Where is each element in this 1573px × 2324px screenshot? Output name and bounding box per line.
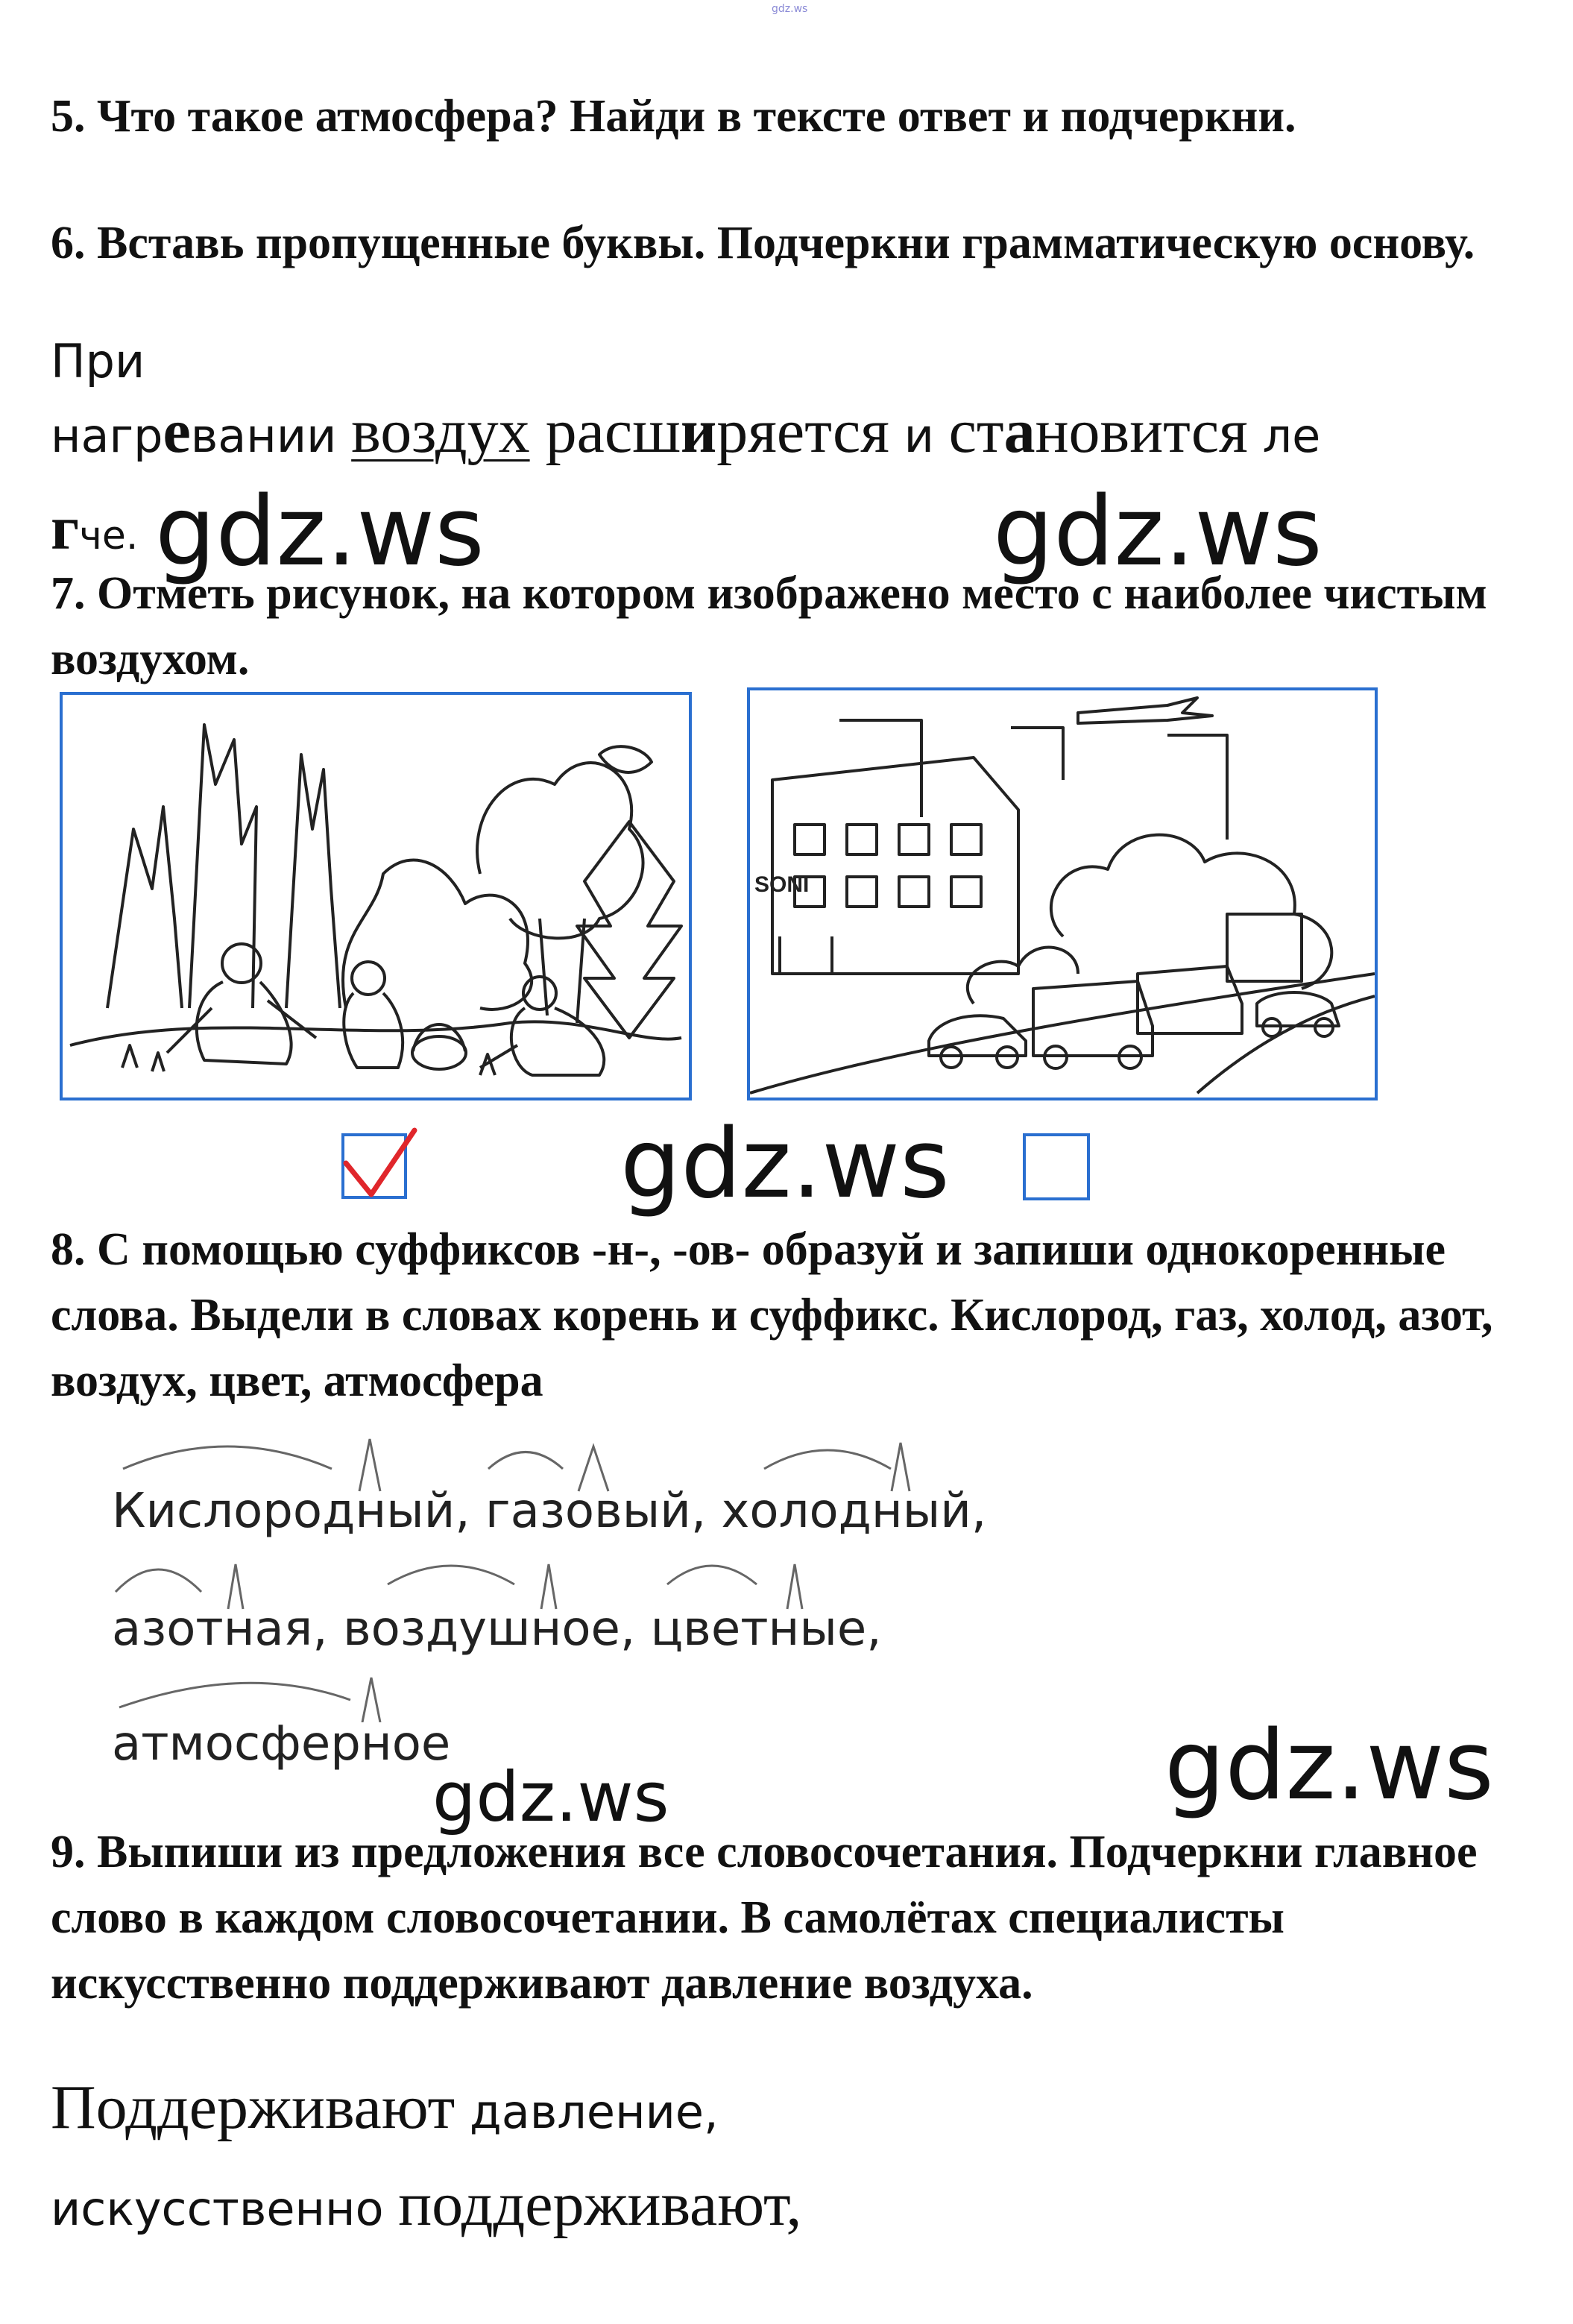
- checkmark-icon: [341, 1126, 416, 1200]
- city-illustration: [750, 690, 1375, 1098]
- subject-word: воздух: [351, 397, 530, 466]
- checkbox-city[interactable]: [1023, 1133, 1090, 1200]
- answer-6-line1: При: [51, 334, 145, 388]
- question-9: 9. Выпиши из предложения все словосочетания. Подчеркни главное слово в каждом словосочетании. В самолётах специалисты искусственно поддерживают давление воздуха.: [51, 1827, 1478, 2009]
- shop-sign: SONI: [754, 872, 810, 897]
- city-picture[interactable]: [747, 687, 1378, 1100]
- answer-8-line2: азотная, воздушное, цветные,: [112, 1602, 882, 1657]
- answer-9-line2: искусственно поддерживают,: [51, 2170, 802, 2239]
- watermark: gdz.ws: [620, 1109, 950, 1220]
- question-5: 5. Что такое атмосфера? Найди в тексте ответ и подчеркни.: [51, 91, 1296, 142]
- answer-9-line1: Поддерживают давление,: [51, 2073, 719, 2142]
- answer-6-line2: нагревании воздух расширяется и становится ле: [51, 397, 1321, 466]
- answer-8-line3: атмосферное: [112, 1716, 451, 1772]
- checkbox-forest[interactable]: [341, 1133, 407, 1199]
- morpheme-marks: [0, 1424, 1044, 1722]
- question-8: 8. С помощью суффиксов -н-, -ов- образуй и запиши однокоренные слова. Выдели в словах корень и суффикс. Кислород, газ, холод, азот, воздух, цвет, атмосфера: [51, 1224, 1493, 1406]
- answer-6-line3: гче.: [51, 494, 139, 563]
- forest-illustration: [63, 695, 689, 1098]
- forest-picture[interactable]: [60, 692, 692, 1100]
- watermark: gdz.ws: [993, 476, 1323, 588]
- question-6: 6. Вставь пропущенные буквы. Подчеркни грамматическую основу.: [51, 218, 1475, 268]
- answer-8-line1: Кислородный, газовый, холодный,: [112, 1484, 987, 1539]
- header-tag: gdz.ws: [772, 3, 808, 15]
- watermark: gdz.ws: [155, 476, 485, 588]
- watermark: gdz.ws: [432, 1757, 669, 1837]
- watermark: gdz.ws: [1164, 1710, 1494, 1821]
- question-7: 7. Отметь рисунок, на котором изображено место с наиболее чистым воздухом.: [51, 568, 1487, 684]
